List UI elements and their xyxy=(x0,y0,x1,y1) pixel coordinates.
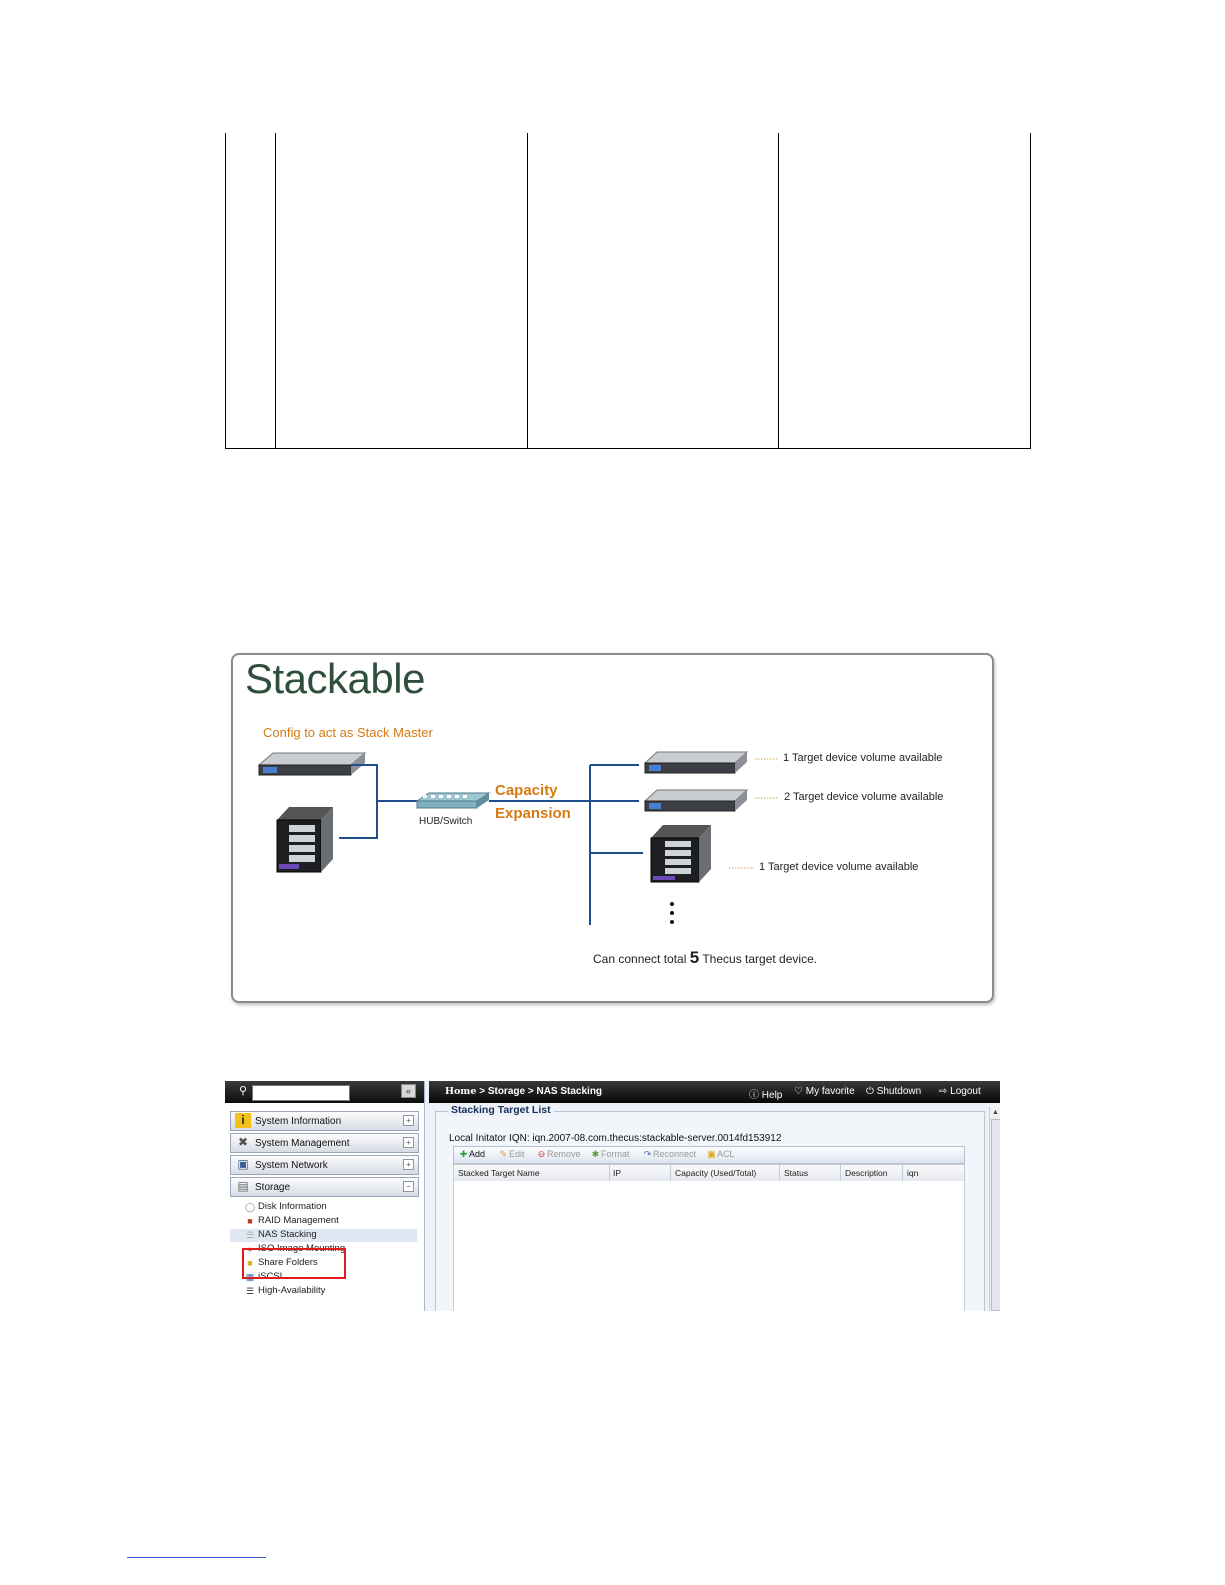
main-content xyxy=(429,1081,1000,1311)
expand-icon[interactable]: + xyxy=(403,1137,414,1148)
network-icon: ▣ xyxy=(237,1157,249,1171)
capacity-label: Capacity xyxy=(495,782,558,799)
sidebar-section-system-information[interactable] xyxy=(230,1111,419,1131)
expand-icon[interactable]: + xyxy=(403,1159,414,1170)
edit-label: Edit xyxy=(509,1149,525,1159)
logout-button[interactable] xyxy=(939,1086,981,1097)
breadcrumb-storage[interactable]: Storage xyxy=(487,1086,526,1097)
sidebar-item-label: Disk Information xyxy=(258,1201,327,1212)
hub-label: HUB/Switch xyxy=(419,816,473,827)
breadcrumb-current-page: NAS Stacking xyxy=(536,1086,603,1097)
vertical-scrollbar[interactable] xyxy=(989,1107,1000,1311)
info-icon: i xyxy=(235,1113,251,1128)
sidebar-item-disk-information[interactable] xyxy=(230,1201,417,1214)
target-table-body xyxy=(453,1181,965,1311)
hub-switch-icon xyxy=(417,793,489,808)
target-rack-server-2-icon xyxy=(645,790,747,811)
sidebar-section-label: System Management xyxy=(255,1138,350,1149)
scroll-up-icon[interactable]: ▲ xyxy=(992,1109,999,1116)
target-3-label: 1 Target device volume available xyxy=(759,861,919,873)
diagram-title: Stackable xyxy=(245,655,425,702)
sidebar-item-label: iSCSI xyxy=(258,1271,283,1282)
search-bar xyxy=(225,1081,424,1103)
target-2-label: 2 Target device volume available xyxy=(784,791,944,803)
add-icon: ✚ xyxy=(459,1149,468,1159)
stacking-icon: ☰ xyxy=(245,1230,255,1240)
footer-count: 5 xyxy=(689,948,700,967)
sidebar-section-label: System Information xyxy=(255,1116,342,1127)
tools-icon: ✖ xyxy=(237,1135,249,1149)
remove-icon: ⊖ xyxy=(537,1149,546,1159)
column-divider xyxy=(840,1165,841,1181)
highlight-box xyxy=(242,1248,346,1279)
ha-icon: ☰ xyxy=(245,1286,255,1296)
target-rack-server-1-icon xyxy=(645,752,747,773)
table-column-divider xyxy=(275,133,276,448)
rack-server-icon xyxy=(259,753,365,775)
column-header-status[interactable]: Status xyxy=(784,1168,809,1178)
help-button[interactable] xyxy=(749,1086,782,1101)
expansion-label: Expansion xyxy=(495,805,571,822)
sidebar-item-nas-stacking[interactable] xyxy=(230,1229,417,1242)
disk-icon: ◯ xyxy=(244,1202,256,1212)
tower-nas-icon xyxy=(277,807,333,872)
raid-icon: ■ xyxy=(247,1216,253,1226)
remove-button[interactable] xyxy=(536,1149,581,1160)
shutdown-button[interactable] xyxy=(866,1086,921,1097)
reconnect-icon: ↷ xyxy=(643,1149,652,1159)
iso-icon: ● xyxy=(247,1244,253,1254)
column-header-iqn[interactable]: iqn xyxy=(907,1168,919,1178)
expand-icon[interactable]: + xyxy=(403,1115,414,1126)
acl-label: ACL xyxy=(717,1149,735,1159)
edit-icon: ✎ xyxy=(499,1149,508,1159)
folder-icon: ■ xyxy=(247,1258,253,1268)
sidebar-item-raid-management[interactable] xyxy=(230,1215,417,1228)
table-column-divider xyxy=(527,133,528,448)
sidebar-item-label: ISO Image Mounting xyxy=(258,1243,346,1254)
breadcrumb xyxy=(445,1086,602,1097)
capacity-expansion-label xyxy=(495,779,571,825)
stackable-diagram xyxy=(231,653,994,1003)
column-header-ip[interactable]: IP xyxy=(613,1168,622,1178)
help-label: Help xyxy=(761,1090,783,1101)
target-tower-nas-icon xyxy=(651,825,711,882)
sidebar-section-system-management[interactable] xyxy=(230,1133,419,1153)
acl-button[interactable] xyxy=(706,1149,735,1160)
search-icon[interactable]: ⚲ xyxy=(239,1085,248,1097)
column-header-stacked-target-name[interactable]: Stacked Target Name xyxy=(458,1168,540,1178)
diagram-subtitle: Config to act as Stack Master xyxy=(263,725,433,740)
diagram-footer xyxy=(593,948,817,968)
master-connectors xyxy=(339,765,417,838)
breadcrumb-separator: > xyxy=(527,1086,534,1097)
column-divider xyxy=(670,1165,671,1181)
column-divider xyxy=(779,1165,780,1181)
column-divider xyxy=(902,1165,903,1181)
sidebar-item-label: RAID Management xyxy=(258,1215,339,1226)
scrollbar-thumb[interactable] xyxy=(991,1119,1000,1311)
search-input[interactable] xyxy=(252,1085,350,1101)
storage-icon: ▤ xyxy=(237,1179,249,1193)
sidebar-item-high-availability[interactable] xyxy=(230,1285,417,1298)
edit-button[interactable] xyxy=(498,1149,525,1160)
my-favorite-label: My favorite xyxy=(805,1086,855,1097)
format-button[interactable] xyxy=(590,1149,630,1160)
table-column-divider xyxy=(778,133,779,448)
local-initiator-iqn: Local Initator IQN: iqn.2007-08.com.thecus:stackable-server.0014fd153912 xyxy=(449,1133,782,1144)
sidebar-section-storage[interactable] xyxy=(230,1177,419,1197)
sidebar-section-label: Storage xyxy=(255,1182,291,1193)
dotted-leaders xyxy=(729,759,779,868)
sidebar-section-system-network[interactable] xyxy=(230,1155,419,1175)
sidebar-item-label: NAS Stacking xyxy=(258,1229,317,1240)
column-header-description[interactable]: Description xyxy=(845,1168,888,1178)
shutdown-label: Shutdown xyxy=(876,1086,922,1097)
reconnect-label: Reconnect xyxy=(653,1149,697,1159)
format-label: Format xyxy=(601,1149,630,1159)
power-icon: ⏻ xyxy=(866,1086,874,1097)
table-border xyxy=(225,133,226,448)
sidebar-item-label: Share Folders xyxy=(258,1257,318,1268)
format-icon: ✱ xyxy=(591,1149,600,1159)
breadcrumb-separator: > xyxy=(479,1086,486,1097)
footer-prefix: Can connect total xyxy=(593,952,687,966)
target-table-header xyxy=(453,1164,965,1182)
footnote-separator xyxy=(127,1557,266,1558)
target-1-label: 1 Target device volume available xyxy=(783,752,943,764)
heart-icon: ♡ xyxy=(794,1086,803,1097)
collapse-sidebar-button[interactable]: « xyxy=(401,1084,416,1098)
iscsi-icon: ▦ xyxy=(245,1272,255,1282)
my-favorite-button[interactable] xyxy=(794,1086,855,1097)
sidebar-section-label: System Network xyxy=(255,1160,328,1171)
sidebar-item-label: High-Availability xyxy=(258,1285,326,1296)
breadcrumb-home[interactable]: Home xyxy=(445,1086,477,1097)
target-toolbar xyxy=(453,1146,965,1164)
empty-table xyxy=(225,133,1031,449)
collapse-icon[interactable]: − xyxy=(403,1181,414,1192)
logout-label: Logout xyxy=(950,1086,981,1097)
table-border xyxy=(1030,133,1031,448)
footer-suffix: Thecus target device. xyxy=(702,952,818,966)
logout-icon: ⇨ xyxy=(939,1086,948,1097)
help-icon: ⓘ xyxy=(749,1090,759,1101)
panel-title: Stacking Target List xyxy=(448,1104,554,1116)
add-label: Add xyxy=(469,1149,486,1159)
remove-label: Remove xyxy=(547,1149,581,1159)
add-button[interactable] xyxy=(458,1149,485,1160)
top-navigation-bar xyxy=(429,1081,1000,1103)
vertical-ellipsis-icon xyxy=(670,902,674,924)
acl-icon: ▣ xyxy=(707,1149,716,1159)
column-divider xyxy=(609,1165,610,1181)
column-header-capacity[interactable]: Capacity (Used/Total) xyxy=(675,1168,757,1178)
reconnect-button[interactable] xyxy=(642,1149,696,1160)
